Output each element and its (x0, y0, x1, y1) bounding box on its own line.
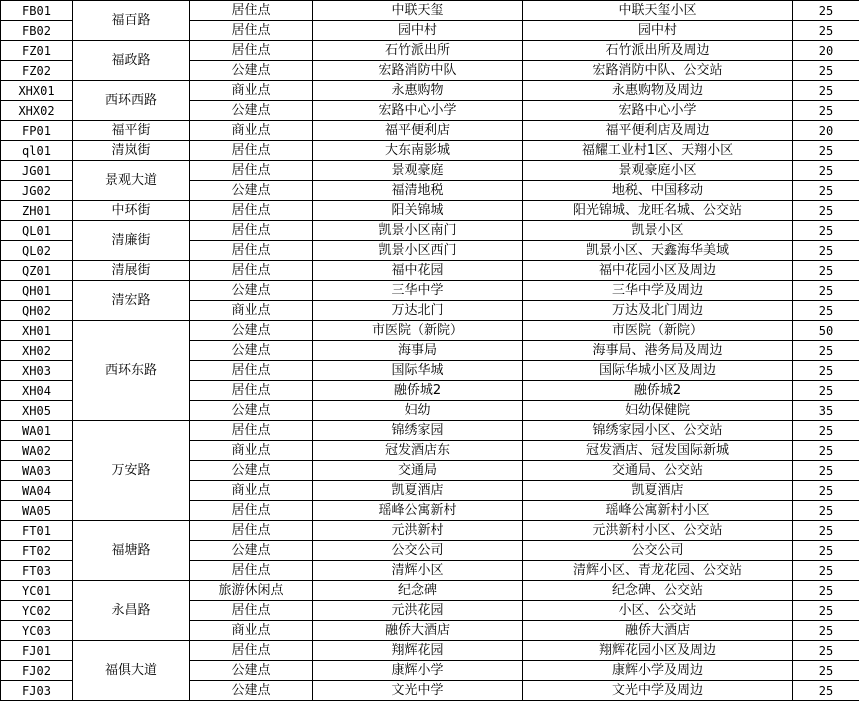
quantity-cell: 25 (793, 541, 859, 561)
point-name-cell: 融侨城2 (313, 381, 523, 401)
point-type-cell: 居住点 (190, 241, 313, 261)
point-code-cell: XHX01 (1, 81, 73, 101)
quantity-cell: 25 (793, 81, 859, 101)
quantity-cell: 25 (793, 441, 859, 461)
table-row (1, 141, 859, 161)
table-row (1, 121, 859, 141)
road-name-cell: 福平街 (73, 121, 190, 141)
quantity-cell: 25 (793, 601, 859, 621)
point-type-cell: 公建点 (190, 341, 313, 361)
quantity-cell: 25 (793, 341, 859, 361)
point-name-cell: 景观豪庭 (313, 161, 523, 181)
coverage-range-cell: 妇幼保健院 (523, 401, 793, 421)
quantity-cell: 25 (793, 561, 859, 581)
quantity-cell: 25 (793, 521, 859, 541)
quantity-cell: 20 (793, 41, 859, 61)
point-code-cell: XHX02 (1, 101, 73, 121)
quantity-cell: 25 (793, 141, 859, 161)
point-type-cell: 公建点 (190, 401, 313, 421)
quantity-cell: 25 (793, 381, 859, 401)
point-name-cell: 纪念碑 (313, 581, 523, 601)
coverage-range-cell: 三华中学及周边 (523, 281, 793, 301)
point-name-cell: 宏路消防中队 (313, 61, 523, 81)
quantity-cell: 25 (793, 581, 859, 601)
quantity-cell: 25 (793, 1, 859, 21)
road-name-cell: 清展街 (73, 261, 190, 281)
point-code-cell: FB01 (1, 1, 73, 21)
road-name-cell: 福塘路 (73, 521, 190, 581)
quantity-cell: 25 (793, 681, 859, 701)
quantity-cell: 25 (793, 181, 859, 201)
point-name-cell: 凯夏酒店 (313, 481, 523, 501)
coverage-range-cell: 凯景小区、天鑫海华美域 (523, 241, 793, 261)
point-type-cell: 公建点 (190, 541, 313, 561)
point-code-cell: ql01 (1, 141, 73, 161)
road-name-cell: 西环西路 (73, 81, 190, 121)
point-name-cell: 清辉小区 (313, 561, 523, 581)
coverage-range-cell: 瑶峰公寓新村小区 (523, 501, 793, 521)
point-name-cell: 瑶峰公寓新村 (313, 501, 523, 521)
coverage-range-cell: 融侨大酒店 (523, 621, 793, 641)
coverage-range-cell: 公交公司 (523, 541, 793, 561)
point-code-cell: JG01 (1, 161, 73, 181)
point-type-cell: 居住点 (190, 201, 313, 221)
road-name-cell: 中环街 (73, 201, 190, 221)
quantity-cell: 35 (793, 401, 859, 421)
coverage-range-cell: 元洪新村小区、公交站 (523, 521, 793, 541)
quantity-cell: 25 (793, 241, 859, 261)
point-code-cell: XH03 (1, 361, 73, 381)
point-code-cell: XH04 (1, 381, 73, 401)
point-type-cell: 居住点 (190, 361, 313, 381)
point-code-cell: FP01 (1, 121, 73, 141)
quantity-cell: 25 (793, 301, 859, 321)
point-name-cell: 三华中学 (313, 281, 523, 301)
quantity-cell: 25 (793, 61, 859, 81)
point-name-cell: 翔辉花园 (313, 641, 523, 661)
table-row (1, 641, 859, 661)
table-row (1, 261, 859, 281)
point-type-cell: 居住点 (190, 381, 313, 401)
point-type-cell: 居住点 (190, 601, 313, 621)
point-code-cell: FT02 (1, 541, 73, 561)
point-code-cell: FJ02 (1, 661, 73, 681)
point-type-cell: 居住点 (190, 41, 313, 61)
point-name-cell: 锦绣家园 (313, 421, 523, 441)
road-name-cell: 福俱大道 (73, 641, 190, 701)
point-type-cell: 公建点 (190, 461, 313, 481)
quantity-cell: 25 (793, 101, 859, 121)
coverage-range-cell: 地税、中国移动 (523, 181, 793, 201)
point-name-cell: 大东南影城 (313, 141, 523, 161)
quantity-cell: 25 (793, 461, 859, 481)
point-name-cell: 元洪花园 (313, 601, 523, 621)
point-code-cell: JG02 (1, 181, 73, 201)
point-type-cell: 居住点 (190, 561, 313, 581)
point-name-cell: 石竹派出所 (313, 41, 523, 61)
point-type-cell: 公建点 (190, 61, 313, 81)
point-name-cell: 康辉小学 (313, 661, 523, 681)
table-row (1, 321, 859, 341)
table-row (1, 581, 859, 601)
point-type-cell: 居住点 (190, 141, 313, 161)
point-type-cell: 公建点 (190, 321, 313, 341)
coverage-range-cell: 园中村 (523, 21, 793, 41)
point-type-cell: 居住点 (190, 21, 313, 41)
point-name-cell: 福中花园 (313, 261, 523, 281)
quantity-cell: 25 (793, 261, 859, 281)
coverage-range-cell: 小区、公交站 (523, 601, 793, 621)
point-code-cell: YC01 (1, 581, 73, 601)
point-name-cell: 园中村 (313, 21, 523, 41)
point-code-cell: FT03 (1, 561, 73, 581)
coverage-range-cell: 阳光锦城、龙旺名城、公交站 (523, 201, 793, 221)
point-name-cell: 冠发酒店东 (313, 441, 523, 461)
coverage-range-cell: 凯夏酒店 (523, 481, 793, 501)
point-code-cell: QH02 (1, 301, 73, 321)
point-name-cell: 公交公司 (313, 541, 523, 561)
point-name-cell: 妇幼 (313, 401, 523, 421)
coverage-range-cell: 海事局、港务局及周边 (523, 341, 793, 361)
table-row (1, 81, 859, 101)
coverage-range-cell: 宏路中心小学 (523, 101, 793, 121)
road-name-cell: 清岚街 (73, 141, 190, 161)
table-body (1, 1, 859, 701)
coverage-range-cell: 福耀工业村1区、天翔小区 (523, 141, 793, 161)
coverage-range-cell: 纪念碑、公交站 (523, 581, 793, 601)
point-name-cell: 中联天玺 (313, 1, 523, 21)
road-name-cell: 福政路 (73, 41, 190, 81)
quantity-cell: 25 (793, 421, 859, 441)
quantity-cell: 25 (793, 281, 859, 301)
coverage-range-cell: 万达及北门周边 (523, 301, 793, 321)
coverage-range-cell: 凯景小区 (523, 221, 793, 241)
coverage-range-cell: 交通局、公交站 (523, 461, 793, 481)
point-code-cell: QL02 (1, 241, 73, 261)
point-type-cell: 居住点 (190, 501, 313, 521)
point-type-cell: 旅游休闲点 (190, 581, 313, 601)
point-code-cell: FJ01 (1, 641, 73, 661)
point-type-cell: 商业点 (190, 301, 313, 321)
point-code-cell: XH05 (1, 401, 73, 421)
point-code-cell: YC02 (1, 601, 73, 621)
point-name-cell: 福清地税 (313, 181, 523, 201)
quantity-cell: 25 (793, 161, 859, 181)
quantity-cell: 25 (793, 621, 859, 641)
point-type-cell: 居住点 (190, 521, 313, 541)
point-code-cell: QZ01 (1, 261, 73, 281)
quantity-cell: 25 (793, 201, 859, 221)
quantity-cell: 25 (793, 221, 859, 241)
quantity-cell: 50 (793, 321, 859, 341)
point-type-cell: 商业点 (190, 121, 313, 141)
point-name-cell: 元洪新村 (313, 521, 523, 541)
quantity-cell: 25 (793, 481, 859, 501)
point-type-cell: 公建点 (190, 101, 313, 121)
point-name-cell: 融侨大酒店 (313, 621, 523, 641)
coverage-range-cell: 景观豪庭小区 (523, 161, 793, 181)
coverage-range-cell: 市医院（新院） (523, 321, 793, 341)
coverage-range-cell: 锦绣家园小区、公交站 (523, 421, 793, 441)
coverage-range-cell: 福平便利店及周边 (523, 121, 793, 141)
table-row (1, 201, 859, 221)
point-type-cell: 居住点 (190, 261, 313, 281)
point-type-cell: 居住点 (190, 1, 313, 21)
point-code-cell: FB02 (1, 21, 73, 41)
quantity-cell: 25 (793, 501, 859, 521)
point-type-cell: 居住点 (190, 421, 313, 441)
point-name-cell: 凯景小区西门 (313, 241, 523, 261)
point-name-cell: 永惠购物 (313, 81, 523, 101)
coverage-range-cell: 清辉小区、青龙花园、公交站 (523, 561, 793, 581)
point-name-cell: 海事局 (313, 341, 523, 361)
coverage-range-cell: 翔辉花园小区及周边 (523, 641, 793, 661)
point-type-cell: 居住点 (190, 161, 313, 181)
road-name-cell: 清廉街 (73, 221, 190, 261)
point-type-cell: 商业点 (190, 81, 313, 101)
point-code-cell: WA02 (1, 441, 73, 461)
quantity-cell: 25 (793, 641, 859, 661)
coverage-range-cell: 中联天玺小区 (523, 1, 793, 21)
point-name-cell: 宏路中心小学 (313, 101, 523, 121)
point-code-cell: FZ01 (1, 41, 73, 61)
point-code-cell: WA03 (1, 461, 73, 481)
point-code-cell: WA05 (1, 501, 73, 521)
point-name-cell: 市医院（新院） (313, 321, 523, 341)
point-type-cell: 居住点 (190, 641, 313, 661)
table-row (1, 421, 859, 441)
table-row (1, 221, 859, 241)
table-row (1, 521, 859, 541)
road-name-cell: 永昌路 (73, 581, 190, 641)
point-code-cell: FT01 (1, 521, 73, 541)
quantity-cell: 25 (793, 361, 859, 381)
point-code-cell: FZ02 (1, 61, 73, 81)
point-type-cell: 商业点 (190, 621, 313, 641)
point-name-cell: 阳关锦城 (313, 201, 523, 221)
point-code-cell: XH02 (1, 341, 73, 361)
coverage-range-cell: 福中花园小区及周边 (523, 261, 793, 281)
point-name-cell: 国际华城 (313, 361, 523, 381)
table-row (1, 281, 859, 301)
point-code-cell: FJ03 (1, 681, 73, 701)
point-name-cell: 文光中学 (313, 681, 523, 701)
coverage-range-cell: 冠发酒店、冠发国际新城 (523, 441, 793, 461)
coverage-range-cell: 文光中学及周边 (523, 681, 793, 701)
point-code-cell: WA04 (1, 481, 73, 501)
point-code-cell: XH01 (1, 321, 73, 341)
quantity-cell: 25 (793, 661, 859, 681)
quantity-cell: 25 (793, 21, 859, 41)
point-name-cell: 凯景小区南门 (313, 221, 523, 241)
road-name-cell: 西环东路 (73, 321, 190, 421)
coverage-range-cell: 永惠购物及周边 (523, 81, 793, 101)
table-row (1, 161, 859, 181)
point-type-cell: 商业点 (190, 441, 313, 461)
quantity-cell: 20 (793, 121, 859, 141)
point-code-cell: QL01 (1, 221, 73, 241)
point-name-cell: 万达北门 (313, 301, 523, 321)
point-type-cell: 公建点 (190, 681, 313, 701)
road-name-cell: 万安路 (73, 421, 190, 521)
point-type-cell: 公建点 (190, 281, 313, 301)
table-row (1, 1, 859, 21)
coverage-range-cell: 康辉小学及周边 (523, 661, 793, 681)
table-row (1, 41, 859, 61)
point-code-cell: YC03 (1, 621, 73, 641)
point-name-cell: 交通局 (313, 461, 523, 481)
road-name-cell: 景观大道 (73, 161, 190, 201)
point-code-cell: ZH01 (1, 201, 73, 221)
point-code-cell: WA01 (1, 421, 73, 441)
point-type-cell: 居住点 (190, 221, 313, 241)
point-type-cell: 公建点 (190, 661, 313, 681)
road-name-cell: 福百路 (73, 1, 190, 41)
road-name-cell: 清宏路 (73, 281, 190, 321)
point-code-cell: QH01 (1, 281, 73, 301)
coverage-range-cell: 融侨城2 (523, 381, 793, 401)
point-type-cell: 公建点 (190, 181, 313, 201)
coverage-range-cell: 国际华城小区及周边 (523, 361, 793, 381)
coverage-range-cell: 石竹派出所及周边 (523, 41, 793, 61)
point-type-cell: 商业点 (190, 481, 313, 501)
point-name-cell: 福平便利店 (313, 121, 523, 141)
coverage-range-cell: 宏路消防中队、公交站 (523, 61, 793, 81)
